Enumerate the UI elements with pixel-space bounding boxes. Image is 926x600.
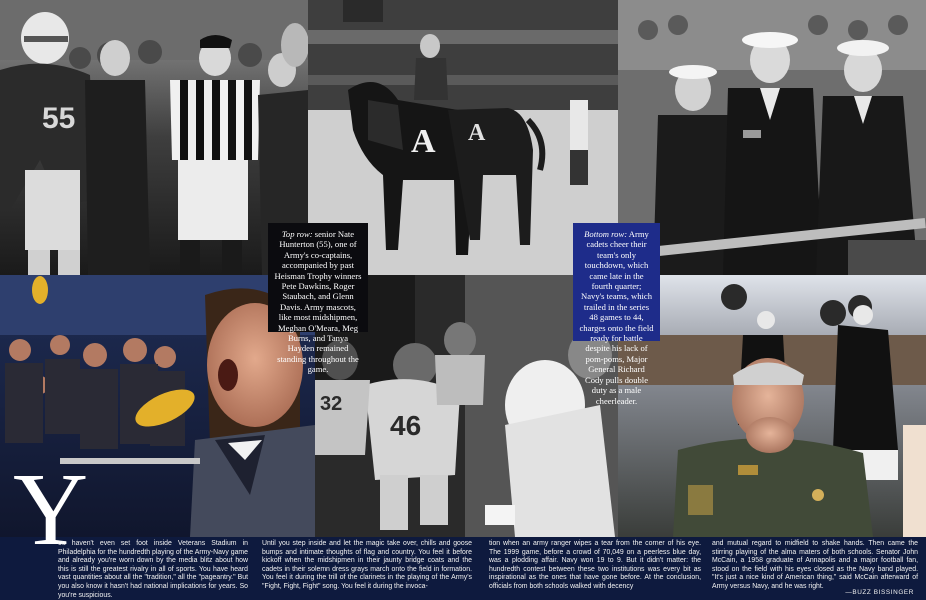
caption-top-row bbox=[268, 223, 368, 375]
article-column-3: tion when an army ranger wipes a tear from the corner of his eye. The 1999 game, before a crowd of 70,049 on a peerless blue day, was a plodding affair. Navy won 19 to 9. But it didn't matter: the hundredth contest between these two institutions was every bit as inspirational as the ones that have gone before. At the conclusion, officials from both schools walked with decency bbox=[489, 540, 701, 590]
jersey-number-46: 46 bbox=[390, 410, 422, 441]
caption-bottom-label: Bottom row: bbox=[584, 229, 628, 239]
caption-top-text: senior Nate Hunterton (55), one of Army's co-captains, accompanied by past Heisman Trophy winners Pete Dawkins, Roger Staubach, and Glenn Davis. Army mascots, like most midshipmen, Meghan O'Meara, Meg Burns, and Tanya Hayden remained standing throughout the game. bbox=[274, 229, 362, 375]
jersey-number-55: 55 bbox=[42, 102, 76, 135]
caption-top-label: Top row: bbox=[281, 229, 313, 239]
mule-letter-a-1: A bbox=[411, 123, 436, 160]
caption-bottom-text: Army cadets cheer their team's only touchdown, which came late in the fourth quarter; Navy's teams, which trailed in the series 48 games to 44, charges onto the field ready for battle despite his lack of pom-poms, Major General Richard Cody pulls double duty as a male cheerleader. bbox=[579, 229, 654, 406]
caption-bottom-row bbox=[573, 223, 660, 406]
photo-general-cody-cheerleaders bbox=[618, 275, 926, 537]
article-column-1: ou haven't even set foot inside Veterans Stadium in Philadelphia for the hundredth playing of the Army-Navy game and already you're worn down by the media blitz about how this is still the greatest rivalry in all of sports. You have heard vast quantities about all the "tradition," all the "pageantry." But you also know it hasn't had national implications for years. So you're suspicious. bbox=[58, 540, 248, 599]
drop-cap: Y bbox=[13, 452, 89, 567]
photo-football-captain-and-referee bbox=[0, 0, 308, 275]
article-column-2: Until you step inside and let the magic take over, chills and goose bumps and intimate thoughts of flag and country. You feel it before kickoff when the midshipmen in their jaunty bridge coats and the cadets in their solemn dress grays march onto the field in formation. You feel it during the trill of the clarinets in the playing of the Army's "Fight, Fight, Fight" song. You feel it during the invoca- bbox=[262, 540, 472, 590]
article-column-4: and mutual regard to midfield to shake hands. Then came the stirring playing of the alma maters of both schools. Senator John McCain, a 1958 graduate of Annapolis and a major football fan, stood on the field with his eyes closed as the Navy band played. "It's just a nice kind of American thing," said McCain afterward of Army versus Navy, and he was right. bbox=[712, 540, 918, 590]
mule-letter-a-2: A bbox=[468, 120, 486, 146]
jersey-number-32: 32 bbox=[320, 393, 343, 415]
photo-midshipmen-women bbox=[618, 0, 926, 275]
byline: —BUZZ BISSINGER bbox=[845, 589, 914, 596]
